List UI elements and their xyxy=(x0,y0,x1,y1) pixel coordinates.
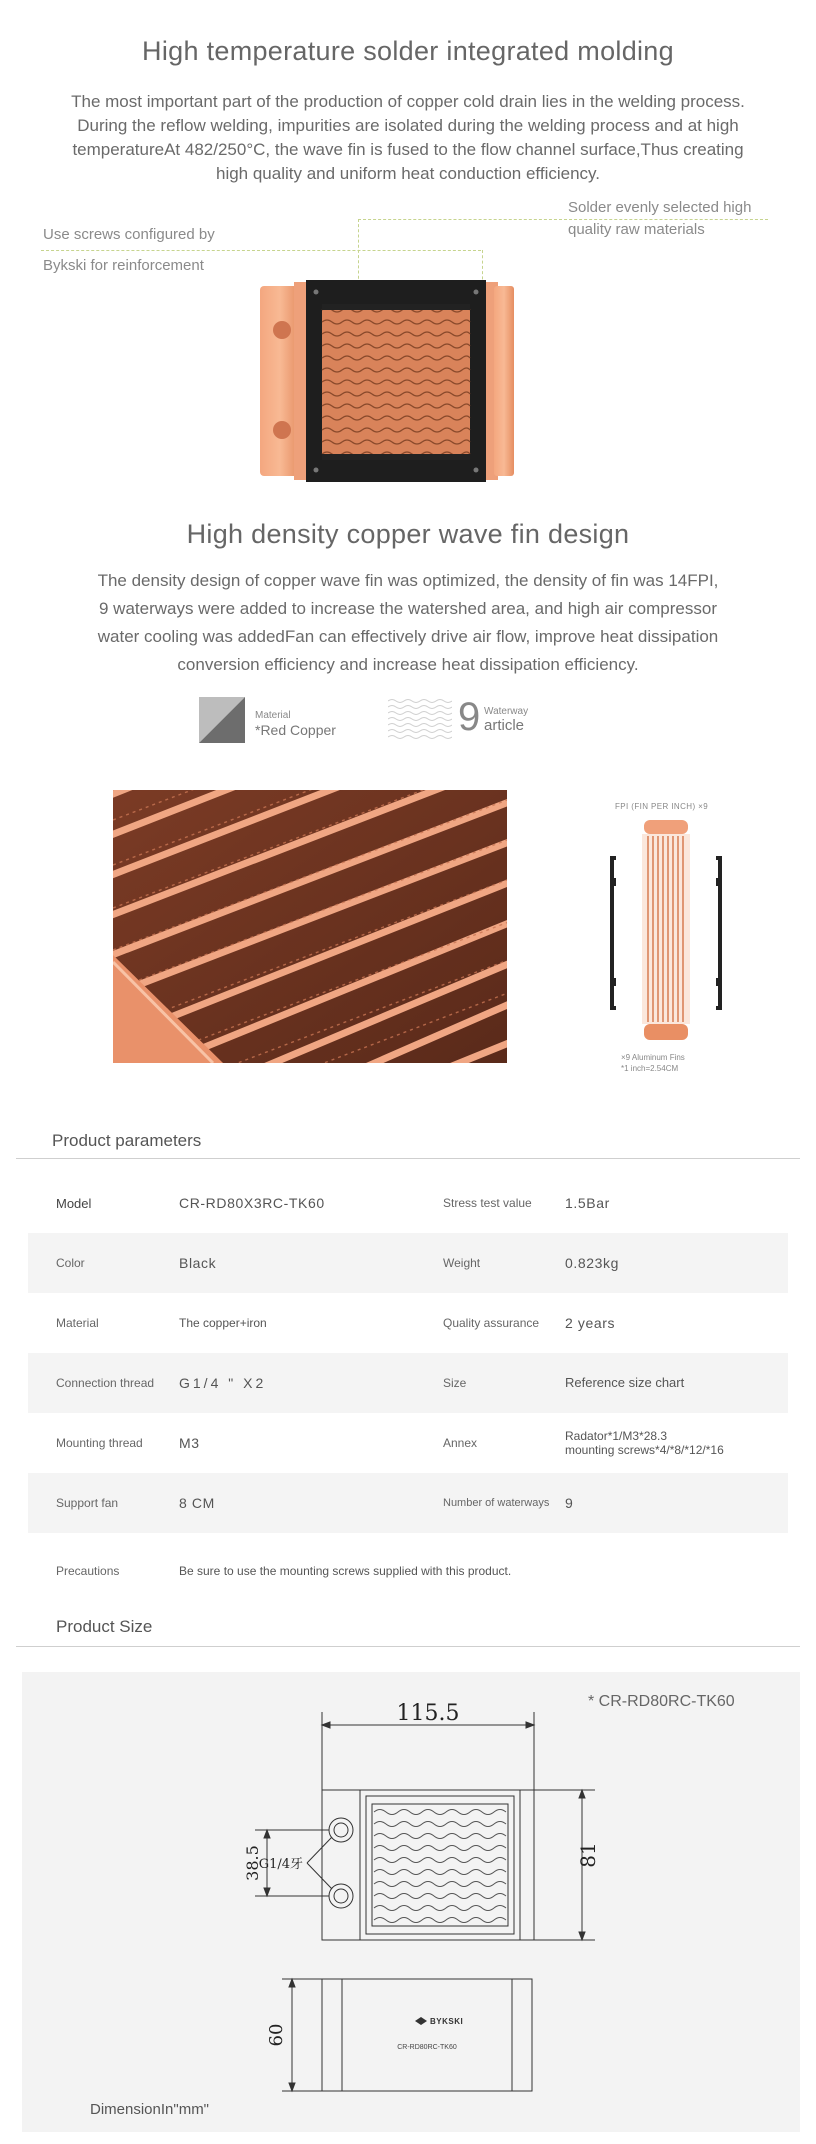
material-value: *Red Copper xyxy=(255,722,336,738)
waterway-value: article xyxy=(484,717,525,734)
density-title: High density copper wave fin design xyxy=(186,519,630,549)
brand-logo-icon xyxy=(415,2017,427,2025)
density-line-2: 9 waterways were added to increase the watershed area, and high air compressor xyxy=(98,599,717,618)
solder-line-3: temperatureAt 482/250°C, the wave fin is fused to the flow channel surface,Thus creating xyxy=(72,140,744,159)
callout-solder-dash xyxy=(358,219,768,220)
param-label: Number of waterways xyxy=(443,1497,550,1509)
param-row-precautions xyxy=(28,1541,788,1601)
dim-width: 115.5 xyxy=(396,1701,460,1726)
solder-line-4: high quality and uniform heat conduction efficiency. xyxy=(215,164,600,183)
param-value: 8 CM xyxy=(179,1495,215,1511)
params-title: Product parameters xyxy=(52,1131,202,1150)
material-label: Material xyxy=(255,710,291,721)
dim-depth: 60 xyxy=(266,2023,287,2047)
fpi-label: FPI (FIN PER INCH) ×9 xyxy=(615,802,709,811)
size-model: * CR-RD80RC-TK60 xyxy=(588,1693,735,1710)
callout-screws-line-2: Bykski for reinforcement xyxy=(43,257,204,274)
param-label: Support fan xyxy=(56,1496,119,1510)
waterway-number: 9 xyxy=(458,695,481,739)
dim-height: 81 xyxy=(576,1842,600,1868)
param-label: Model xyxy=(56,1195,92,1211)
param-label: Color xyxy=(56,1256,85,1270)
solder-title: High temperature solder integrated molding xyxy=(142,36,674,66)
callout-solder-line-1: Solder evenly selected high xyxy=(568,199,752,216)
param-value: The copper+iron xyxy=(179,1316,267,1330)
param-label: Size xyxy=(443,1376,467,1390)
params-rule xyxy=(16,1158,800,1159)
density-line-4: conversion efficiency and increase heat dissipation efficiency. xyxy=(177,655,639,674)
param-label: Material xyxy=(56,1316,99,1330)
annex-line-2: mounting screws*4/*8/*12/*16 xyxy=(565,1443,724,1457)
param-value: G1/4 " X2 xyxy=(179,1375,267,1391)
param-value: M3 xyxy=(179,1435,200,1451)
param-label: Stress test value xyxy=(443,1196,532,1210)
param-label: Weight xyxy=(443,1256,481,1270)
top-view-drawing xyxy=(210,1700,610,1950)
param-value: 1.5Bar xyxy=(565,1195,610,1211)
fin-note-1: ×9 Aluminum Fins xyxy=(621,1053,685,1062)
callout-screws-dash xyxy=(41,250,481,251)
waterway-label: Waterway xyxy=(484,706,529,717)
param-value: Reference size chart xyxy=(565,1375,685,1390)
solder-line-1: The most important part of the production of copper cold drain lies in the welding process. xyxy=(71,92,745,111)
param-label: Annex xyxy=(443,1436,478,1450)
port-label: G1/4牙 xyxy=(258,1857,303,1872)
dim-port: 38.5 xyxy=(243,1845,262,1881)
param-label: Precautions xyxy=(56,1564,120,1578)
size-rule xyxy=(16,1646,800,1647)
param-value: 0.823kg xyxy=(565,1255,620,1271)
param-value: 9 xyxy=(565,1495,574,1511)
solder-paragraph xyxy=(0,90,816,186)
param-row-support-fan xyxy=(28,1473,788,1533)
density-line-1: The density design of copper wave fin was optimized, the density of fin was 14FPI, xyxy=(97,571,719,590)
radiator-front-image xyxy=(258,278,518,484)
param-value: CR-RD80X3RC-TK60 xyxy=(179,1195,325,1211)
param-value: 2 years xyxy=(565,1315,616,1331)
solder-line-2: During the reflow welding, impurities are isolated during the welding process and at high xyxy=(77,116,739,135)
fin-section-diagram xyxy=(608,818,724,1048)
param-value: Black xyxy=(179,1255,217,1271)
callout-screws xyxy=(43,224,481,277)
annex-line-1: Radator*1/M3*28.3 xyxy=(565,1429,668,1443)
callout-screws-line-1: Use screws configured by xyxy=(43,226,215,243)
density-line-3: water cooling was addedFan can effectively drive air flow, improve heat dissipation xyxy=(97,627,719,646)
side-model: CR-RD80RC-TK60 xyxy=(397,2044,457,2051)
param-row-connection-thread xyxy=(28,1353,788,1413)
param-value: Be sure to use the mounting screws supplied with this product. xyxy=(179,1564,512,1578)
param-value xyxy=(565,1413,724,1473)
param-row-model xyxy=(28,1173,788,1233)
density-paragraph xyxy=(0,567,816,679)
unit-note: DimensionIn"mm" xyxy=(90,2101,210,2118)
brand-name: BYKSKI xyxy=(430,2017,464,2026)
waterway-pattern-icon xyxy=(388,697,452,743)
fin-note-2: *1 inch=2.54CM xyxy=(621,1064,679,1073)
param-row-color xyxy=(28,1233,788,1293)
callout-solder-line-2: quality raw materials xyxy=(568,221,705,238)
size-title: Product Size xyxy=(56,1617,153,1636)
param-label: Connection thread xyxy=(56,1376,155,1390)
material-swatch-icon xyxy=(199,697,245,743)
fin-closeup-photo xyxy=(113,790,507,1063)
param-row-material xyxy=(28,1293,788,1353)
param-label: Mounting thread xyxy=(56,1436,143,1450)
param-row-mounting-thread xyxy=(28,1413,788,1473)
fin-notes xyxy=(621,1052,685,1074)
side-view-drawing xyxy=(260,1965,560,2105)
param-label: Quality assurance xyxy=(443,1316,540,1330)
